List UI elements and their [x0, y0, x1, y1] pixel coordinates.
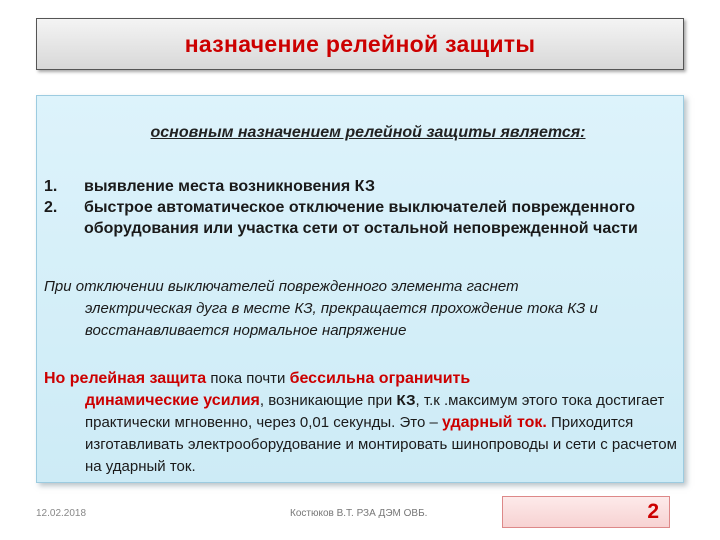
text-red-dynamic: динамические усилия — [85, 392, 260, 409]
paragraph-short-circuit-current — [44, 368, 684, 478]
text-red-impact-current: ударный ток. — [442, 414, 547, 431]
list-item-number: 1. — [44, 178, 58, 195]
text-plain: , возникающие при — [259, 392, 397, 409]
numbered-list — [44, 176, 664, 239]
list-item-text: выявление места возникновения КЗ — [84, 178, 376, 195]
footer-author: Костюков В.Т. РЗА ДЭМ ОВБ. — [290, 508, 428, 519]
paragraph-rest: электрическая дуга в месте КЗ, прекращается прохождение тока КЗ и восстанавливается нормальное напряжение — [85, 300, 598, 339]
text-plain: Приходится изготавливать электрооборудование и монтировать шинопроводы и сети с расчетом на ударный ток. — [85, 414, 677, 475]
paragraph-first-line: При отключении выключателей поврежденного элемента гаснет — [44, 278, 519, 295]
title-bar — [36, 18, 684, 70]
paragraph-continuation — [44, 390, 684, 478]
text-plain: пока почти — [206, 370, 290, 387]
list-item-text: быстрое автоматическое отключение выключателей поврежденного оборудования или участка сети от остальной неповрежденной части — [84, 199, 638, 237]
page-number: 2 — [647, 500, 659, 523]
list-item — [44, 197, 664, 239]
paragraph-arc-extinction — [44, 276, 654, 342]
text-plain: .максимум этого тока достигает практически мгновенно, через 0,01 секунды. Это – — [85, 392, 665, 431]
text-red-powerless: бессильна ограничить — [289, 370, 471, 387]
list-item — [44, 176, 664, 197]
slide-subtitle: основным назначением релейной защиты является: — [150, 124, 586, 141]
footer-date: 12.02.2018 — [36, 508, 87, 519]
text-plain: , т.к — [415, 392, 440, 409]
page-number-box — [502, 496, 670, 528]
text-red-relay: Но релейная защита — [44, 370, 207, 387]
text-bold-kz: КЗ — [396, 392, 416, 409]
slide-title: назначение релейной защиты — [184, 30, 536, 57]
list-item-number: 2. — [44, 199, 58, 216]
